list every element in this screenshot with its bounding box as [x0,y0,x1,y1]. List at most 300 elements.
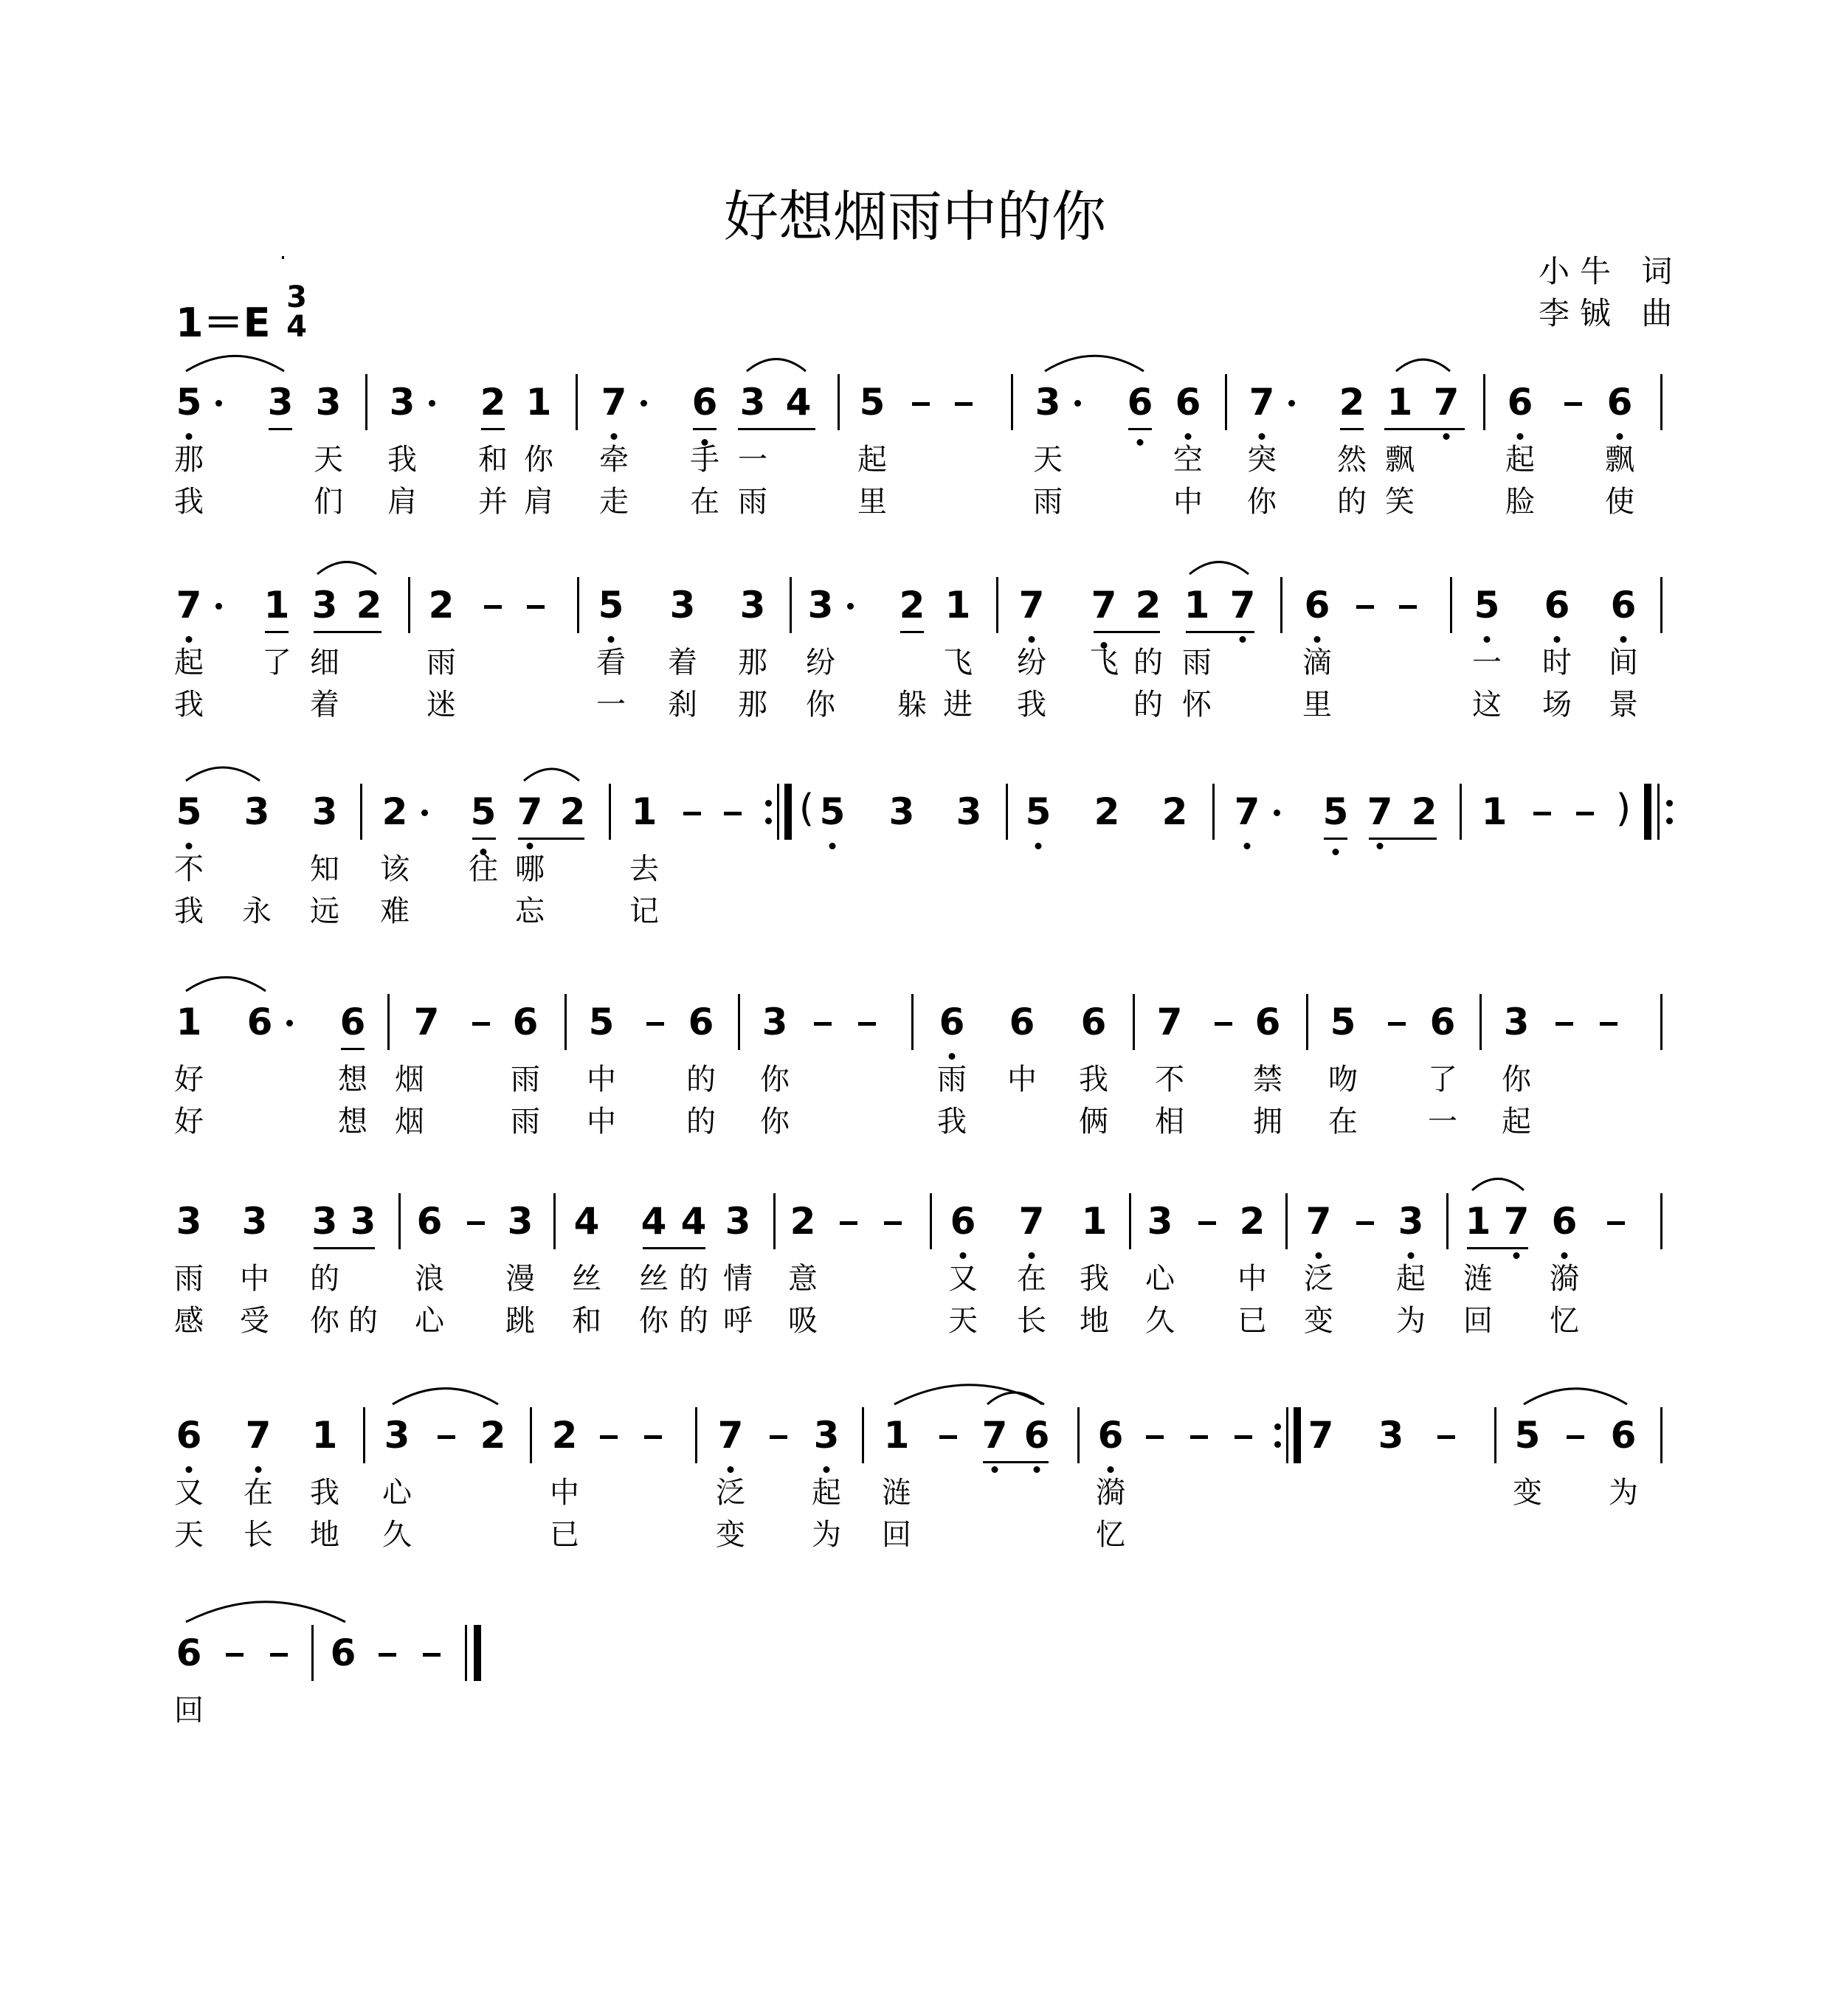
lyric-verse-2: 我 [1017,688,1046,722]
note: 7 [1234,790,1260,833]
lyric-verse-1: 的 [1133,646,1163,680]
note: 5 [859,381,885,424]
note: 4 [573,1200,600,1243]
eighth-underline [1467,1247,1528,1249]
low-octave-dot [1377,843,1384,849]
sustain-dash [438,1435,455,1439]
note: 7 [517,790,543,833]
barline [365,374,367,430]
low-octave-dot [611,433,618,440]
barline [911,994,914,1050]
slur [186,1602,345,1622]
low-octave-dot [186,433,193,440]
augmentation-dot [847,603,854,610]
sustain-dash [379,1653,396,1657]
lyric-verse-1: 起 [1396,1262,1426,1296]
augmentation-dot [215,400,222,407]
lyric-verse-2: 已 [1237,1304,1267,1338]
lyric-verse-2: 雨 [511,1105,540,1139]
lyric-verse-2: 使 [1605,485,1634,519]
note: 3 [956,790,982,833]
lyric-verse-1: 的 [310,1262,339,1296]
lyric-verse-1: 漫 [505,1262,535,1296]
augmentation-dot [421,809,428,816]
lyric-verse-1: 突 [1247,443,1277,477]
repeat-dot [765,800,772,807]
eighth-underline [1094,631,1160,633]
note: 6 [950,1200,976,1243]
low-octave-dot [992,1466,998,1473]
lyric-verse-2: 难 [380,894,410,928]
low-octave-dot [186,843,193,849]
lyric-verse-2: 你 [806,688,835,722]
sustain-dash [600,1435,618,1439]
lyric-verse-2: 里 [1302,688,1332,722]
song-title: 好想烟雨中的你 [724,185,1106,249]
slur-layer [0,1376,1830,1524]
lyric-verse-2: 我 [174,688,204,722]
barline [738,994,740,1050]
lyric-verse-1: 那 [174,443,204,477]
lyric-verse-1: 雨 [1182,646,1212,680]
lyric-verse-1: 天 [1033,443,1063,477]
note: 3 [350,1200,376,1243]
note: 1 [883,1414,910,1457]
lyric-verse-1: 滴 [1302,646,1332,680]
slur [186,977,266,991]
lyric-verse-1: 牵 [599,443,629,477]
barline [311,1625,314,1681]
barline [1479,994,1482,1050]
lyric-verse-1: 情 [723,1262,753,1296]
lyric-verse-2: 久 [382,1518,412,1552]
note: 5 [176,790,202,833]
lyric-verse-2: 变 [1304,1304,1333,1338]
eighth-underline [983,1461,1049,1463]
note: 2 [1161,790,1188,833]
note: 3 [176,1200,202,1243]
note: 2 [899,584,925,626]
lyric-verse-1: 的 [686,1063,716,1097]
repeat-dot [1274,1423,1281,1430]
lyric-verse-1: 你 [524,443,553,477]
lyric-verse-1: 你 [760,1063,790,1097]
note: 3 [1378,1414,1404,1457]
note: 3 [311,1200,338,1243]
slur [317,562,376,574]
lyric-verse-1: 一 [1472,646,1502,680]
sustain-dash [226,1653,244,1657]
lyric-verse-2: 回 [882,1518,911,1552]
lyric-verse-1: 又 [948,1262,978,1296]
lyric-verse-2: 的 [1337,485,1367,519]
sustain-dash [644,1435,662,1439]
lyric-verse-2: 你 [760,1105,790,1139]
slur-layer [0,1594,1830,1741]
barline [1285,1193,1288,1249]
lyric-verse-2: 那 [738,688,767,722]
note: 1 [311,1414,338,1457]
sustain-dash [1356,605,1374,609]
lyric-verse-1: 该 [380,852,410,886]
barline [609,784,611,840]
note: 7 [1433,381,1460,424]
low-octave-dot [1108,1466,1114,1473]
barline [1660,1193,1662,1249]
eighth-underline [693,428,717,430]
lyric-verse-1: 我 [1080,1262,1109,1296]
note: 7 [1229,584,1256,626]
sustain-dash [1607,1221,1625,1225]
barline [1306,994,1308,1050]
lyric-verse-1: 禁 [1253,1063,1282,1097]
lyric-verse-1: 丝 [572,1262,601,1296]
lyric-verse-2: 久 [1145,1304,1175,1338]
sustain-dash [884,1221,902,1225]
parenthesis: ) [1615,787,1632,831]
lyric-verse-1: 不 [174,852,204,886]
lyric-verse-1: 细 [310,646,339,680]
low-octave-dot [829,843,836,849]
lyric-verse-2: 长 [244,1518,273,1552]
barline [408,577,410,633]
lyric-verse-1: 漪 [1550,1262,1579,1296]
low-octave-dot [1333,849,1339,855]
lyric-verse-2: 好 [174,1105,204,1139]
sustain-dash [423,1653,441,1657]
eighth-underline [481,428,505,430]
sustain-dash [840,1221,857,1225]
lyric-verse-2: 肩 [524,485,553,519]
repeat-barline-thin [1657,784,1660,840]
lyric-verse-2: 地 [1080,1304,1109,1338]
barline [564,994,567,1050]
lyric-verse-2: 肩 [387,485,417,519]
eighth-underline [738,428,815,430]
note: 5 [1514,1414,1541,1457]
note: 5 [1330,1001,1356,1043]
low-octave-dot [1561,1252,1568,1259]
note: 7 [1367,790,1393,833]
sustain-dash [724,812,742,815]
lyric-verse-1: 意 [788,1262,818,1296]
sustain-dash [1437,1435,1455,1439]
lyric-verse-2: 我 [174,894,204,928]
lyric-verse-2: 一 [1428,1105,1457,1139]
low-octave-dot [1517,433,1524,440]
note: 3 [311,790,338,833]
low-octave-dot [1244,843,1251,849]
note: 7 [176,584,202,626]
note: 1 [1481,790,1508,833]
lyric-verse-1: 在 [244,1476,273,1510]
lyric-verse-1: 起 [1505,443,1535,477]
sustain-dash [814,1022,832,1026]
note: 6 [339,1001,366,1043]
low-octave-dot [527,843,534,849]
barline [1483,374,1485,430]
eighth-underline [314,1247,375,1249]
low-octave-dot [1408,1252,1415,1259]
eighth-underline [1186,631,1254,633]
time-signature-top: 3 [286,280,307,314]
low-octave-dot [1484,636,1491,643]
low-octave-dot [186,1466,193,1473]
note: 3 [315,381,342,424]
eighth-underline [1384,428,1465,430]
note: 3 [888,790,915,833]
lyric-verse-1: 为 [1609,1476,1638,1510]
lyric-verse-1: 在 [1017,1262,1046,1296]
sustain-dash [484,605,502,609]
lyric-verse-2: 忆 [1096,1518,1125,1552]
lyric-verse-1: 雨 [174,1262,204,1296]
lyric-verse-1: 泛 [716,1476,745,1510]
sustain-dash [955,402,973,406]
note: 6 [1254,1001,1281,1043]
barline [1494,1407,1496,1463]
time-signature [282,280,311,344]
barline [1660,1407,1662,1463]
note: 7 [1091,584,1117,626]
eighth-underline [269,428,292,430]
barline [1212,784,1215,840]
augmentation-dot [215,603,222,610]
lyric-verse-2: 在 [1328,1105,1358,1139]
augmentation-dot [429,400,435,407]
sustain-dash [1567,1435,1584,1439]
lyric-verse-1: 想 [338,1063,367,1097]
note: 3 [267,381,294,424]
barline [577,577,579,633]
lyricist-credit: 小牛 词 [1539,253,1683,289]
barline [1660,374,1662,430]
note: 6 [939,1001,965,1043]
lyric-verse-1: 我 [387,443,417,477]
lyric-verse-2: 刹 [668,688,697,722]
lyric-verse-2: 雨 [738,485,767,519]
note: 7 [1305,1200,1332,1243]
lyric-verse-1: 和 [478,443,508,477]
sustain-dash [1215,1022,1232,1026]
lyric-verse-2: 我 [937,1105,967,1139]
lyric-verse-1: 那 [738,646,767,680]
slur [186,767,260,781]
repeat-barline-thick [1294,1407,1301,1463]
lyric-verse-1: 中 [1237,1262,1267,1296]
note: 6 [1606,381,1633,424]
low-octave-dot [949,1053,956,1060]
lyric-verse-2: 吸 [788,1304,818,1338]
repeat-dot [1666,800,1673,807]
slur [987,1392,1042,1404]
note: 3 [389,381,415,424]
sustain-dash [646,1022,664,1026]
low-octave-dot [1316,1252,1322,1259]
low-octave-dot [728,1466,734,1473]
lyric-verse-2: 笑 [1385,485,1415,519]
note: 3 [1398,1200,1424,1243]
lyric-verse-2: 长 [1017,1304,1046,1338]
note: 3 [244,790,270,833]
lyric-verse-1: 哪 [515,852,545,886]
lyric-verse-1: 中 [1007,1063,1037,1097]
lyric-verse-1: 雨 [511,1063,540,1097]
note: 5 [176,381,202,424]
lyric-verse-1: 我 [310,1476,339,1510]
sustain-dash [912,402,930,406]
note: 3 [311,584,338,626]
note: 6 [1304,584,1330,626]
lyric-verse-2: 相 [1155,1105,1184,1139]
lyric-verse-2: 怀 [1182,688,1212,722]
sustain-dash [270,1653,288,1657]
lyric-verse-2: 们 [314,485,343,519]
slur [1396,359,1450,371]
repeat-barline-thick [1644,784,1651,840]
low-octave-dot [1137,439,1144,446]
repeat-dot [1274,1441,1281,1448]
lyric-verse-1: 手 [690,443,719,477]
parenthesis: ( [798,787,815,831]
lyric-verse-1: 又 [174,1476,204,1510]
lyric-verse-2: 雨 [1033,485,1063,519]
note: 3 [739,584,766,626]
note: 1 [945,584,971,626]
note: 6 [1544,584,1570,626]
lyric-verse-2: 你 [1247,485,1277,519]
sustain-dash [1533,812,1551,815]
barline [790,577,792,633]
lyric-verse-1: 去 [629,852,659,886]
note: 7 [717,1414,744,1457]
eighth-underline [1369,838,1437,840]
sustain-dash [939,1435,957,1439]
note: 5 [598,584,624,626]
low-octave-dot [1314,636,1321,643]
lyric-verse-1: 着 [668,646,697,680]
note: 6 [1610,584,1637,626]
composer-credit: 李铖 曲 [1539,295,1683,331]
repeat-barline-thin [777,784,779,840]
sustain-dash [1564,402,1582,406]
lyric-verse-1: 了 [262,646,291,680]
slur [894,1385,1044,1404]
barline [363,1407,365,1463]
lyric-verse-1: 起 [812,1476,841,1510]
lyric-verse-2: 远 [310,894,339,928]
note: 5 [588,1001,615,1043]
note: 7 [1503,1200,1530,1243]
lyric-verse-1: 看 [596,646,626,680]
note: 2 [559,790,586,833]
barline [838,374,840,430]
lyric-verse-1: 心 [382,1476,412,1510]
lyric-verse-1: 丝 [639,1262,669,1296]
repeat-dot [1666,818,1673,824]
lyric-verse-1: 纷 [806,646,835,680]
lyric-verse-1: 天 [314,443,343,477]
barline [862,1407,864,1463]
lyric-verse-2: 跳 [505,1304,535,1338]
barline [1011,374,1013,430]
repeat-dot [765,818,772,824]
note: 1 [176,1001,202,1043]
lyric-verse-1: 涟 [882,1476,911,1510]
note: 4 [785,381,812,424]
low-octave-dot [1513,1252,1520,1259]
slur [1045,356,1144,371]
lyric-verse-1: 飞 [943,646,973,680]
lyric-verse-1: 中 [550,1476,579,1510]
lyric-verse-2: 地 [310,1518,339,1552]
note: 6 [1175,381,1201,424]
note: 5 [1474,584,1500,626]
note: 6 [688,1001,714,1043]
slur [186,356,284,371]
note: 3 [241,1200,268,1243]
lyric-verse-2: 在 [690,485,719,519]
lyric-verse-2: 我 [174,485,204,519]
lyric-verse-2: 记 [629,894,659,928]
note: 1 [1184,584,1210,626]
barline [1660,994,1662,1050]
low-octave-dot [186,636,193,643]
lyric-verse-1: 飘 [1385,443,1415,477]
lyric-verse-2: 呼 [723,1304,753,1338]
barline [1450,577,1452,633]
sustain-dash [770,1435,787,1439]
lyric-verse-2: 变 [716,1518,745,1552]
final-barline-thin [465,1625,467,1681]
low-octave-dot [1554,636,1561,643]
note: 2 [1135,584,1161,626]
lyric-verse-2: 迷 [427,688,456,722]
note: 7 [981,1414,1008,1457]
low-octave-dot [1617,433,1623,440]
lyric-verse-1: 变 [1513,1476,1542,1510]
note: 3 [1503,1001,1530,1043]
note: 1 [1465,1200,1491,1243]
barline [1077,1407,1080,1463]
lyric-verse-1: 涟 [1463,1262,1493,1296]
barline [1225,374,1227,430]
note: 5 [819,790,846,833]
note: 6 [691,381,718,424]
lyric-verse-1: 间 [1609,646,1638,680]
sustain-dash [472,1022,490,1026]
note: 5 [1322,790,1349,833]
augmentation-dot [640,400,647,407]
note: 5 [1025,790,1052,833]
lyric-verse-1: 漪 [1096,1476,1125,1510]
final-barline-thick [474,1625,481,1681]
augmentation-dot [1288,400,1295,407]
lyric-verse-1: 中 [587,1063,616,1097]
lyric-verse-1: 中 [240,1262,269,1296]
note: 2 [480,381,506,424]
note: 7 [601,381,627,424]
low-octave-dot [255,1466,262,1473]
lyric-verse-2: 着 [310,688,339,722]
slur [1472,1178,1524,1190]
note: 6 [176,1632,202,1674]
note: 3 [669,584,696,626]
lyric-verse-2: 回 [1463,1304,1493,1338]
lyric-verse-1: 起 [857,443,887,477]
sustain-dash [1388,1022,1406,1026]
note: 6 [1551,1200,1578,1243]
